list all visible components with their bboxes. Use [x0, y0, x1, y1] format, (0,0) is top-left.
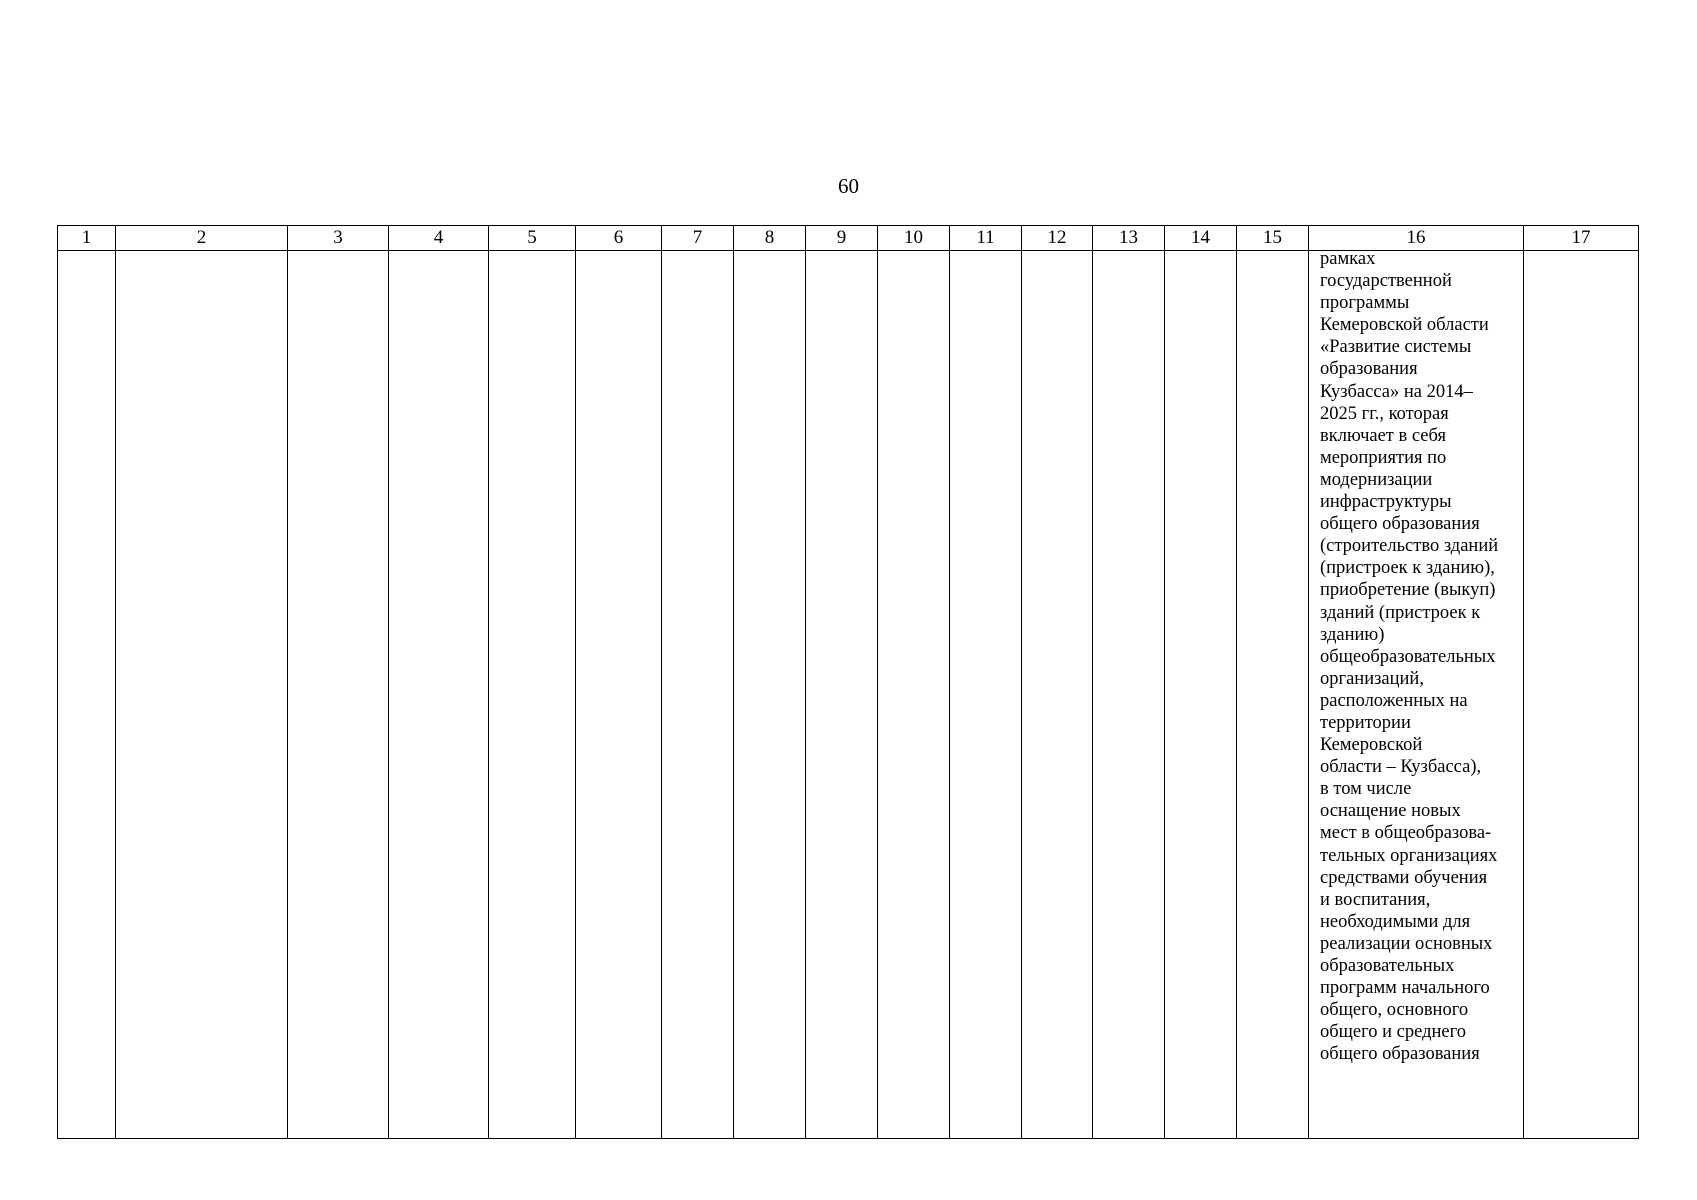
table-cell	[576, 251, 662, 1139]
table-cell	[1524, 251, 1639, 1139]
column-header: 11	[950, 226, 1022, 251]
column-header: 12	[1022, 226, 1093, 251]
page-number: 60	[838, 174, 859, 198]
column-header: 3	[288, 226, 389, 251]
column-header: 5	[489, 226, 576, 251]
table-cell	[116, 251, 288, 1139]
table-cell	[1309, 251, 1524, 1139]
table-cell	[1165, 251, 1237, 1139]
column-header: 13	[1093, 226, 1165, 251]
table-cell	[662, 251, 734, 1139]
column-header: 9	[806, 226, 878, 251]
table-cell	[806, 251, 878, 1139]
table-cell	[950, 251, 1022, 1139]
table-header-row	[58, 226, 1639, 251]
column-header: 1	[58, 226, 116, 251]
table-row	[58, 251, 1639, 1139]
column-header: 8	[734, 226, 806, 251]
column-header: 17	[1524, 226, 1639, 251]
column-header: 15	[1237, 226, 1309, 251]
table-cell	[489, 251, 576, 1139]
cell-text: рамках государственной программы Кемеровской области «Развитие системы образования Кузбасса» на 2014– 2025 гг., которая включает в себя мероприятия по модернизации инфраструктуры общего образования (строительство зданий (пристроек к зданию), приобретение (выкуп) зданий (пристроек к зданию) общеобразовательных организаций, расположенных на территории Кемеровской области – Кузбасса), в том числе оснащение новых мест в общеобразова- тельных организациях средствами обучения и воспитания, необходимыми для реализации основных образовательных программ начального общего, основного общего и среднего общего образования	[1320, 249, 1499, 1065]
column-header: 7	[662, 226, 734, 251]
table-cell	[1237, 251, 1309, 1139]
table-cell	[58, 251, 116, 1139]
table-cell	[734, 251, 806, 1139]
table-cell	[1093, 251, 1165, 1139]
column-header: 10	[878, 226, 950, 251]
column-header: 16	[1309, 226, 1524, 251]
column-header: 6	[576, 226, 662, 251]
column-header: 14	[1165, 226, 1237, 251]
data-table	[57, 225, 1639, 1139]
table-cell	[389, 251, 489, 1139]
table-cell	[288, 251, 389, 1139]
table-cell	[1022, 251, 1093, 1139]
table-cell	[878, 251, 950, 1139]
column-header: 4	[389, 226, 489, 251]
column-header: 2	[116, 226, 288, 251]
